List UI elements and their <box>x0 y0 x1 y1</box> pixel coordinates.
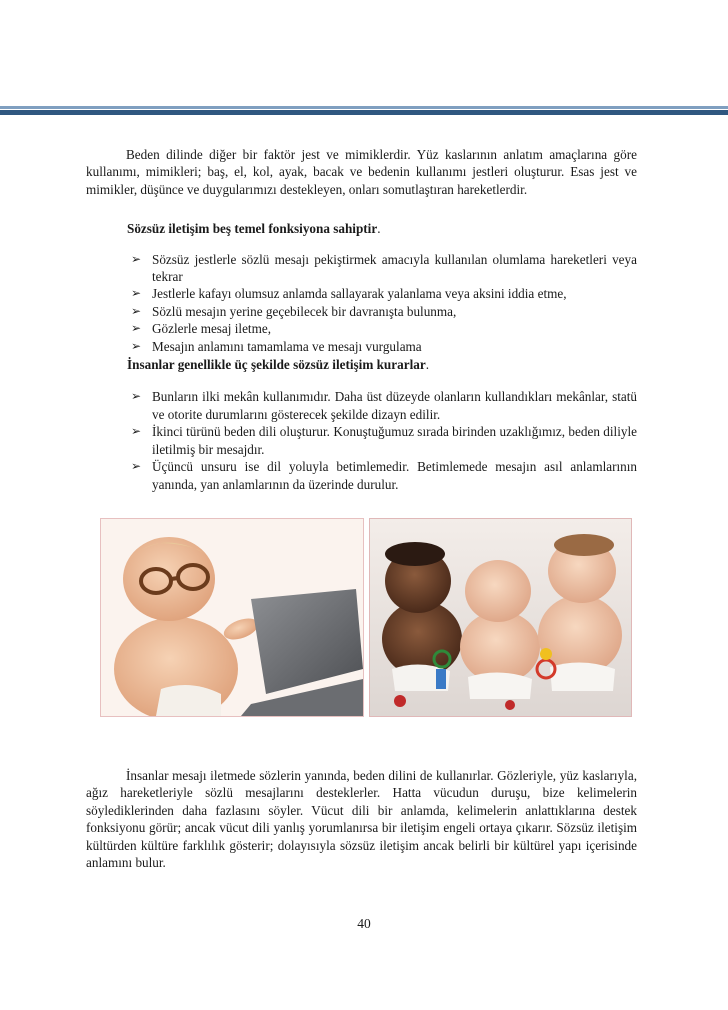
list-item <box>86 423 637 458</box>
arrow-bullet-icon: ➢ <box>131 303 142 318</box>
heading-three-ways-text: İnsanlar genellikle üç şekilde sözsüz iletişim kurarlar <box>127 357 426 373</box>
arrow-bullet-icon: ➢ <box>131 338 142 353</box>
list-item <box>86 251 637 286</box>
list-item-text: Bunların ilki mekân kullanımıdır. Daha üst düzeyde olanların kullandıkları mekânlar, statü ve otorite durumlarını gösterecek şekilde dizayn edilir. <box>152 389 637 422</box>
heading-functions-text: Sözsüz iletişim beş temel fonksiyona sahiptir <box>127 221 378 237</box>
arrow-bullet-icon: ➢ <box>131 286 142 301</box>
list-item <box>86 320 637 337</box>
arrow-bullet-icon: ➢ <box>131 321 142 336</box>
three-ways-list <box>86 388 637 492</box>
list-item-text: Jestlerle kafayı olumsuz anlamda sallayarak yalanlama veya aksini iddia etme, <box>152 286 567 302</box>
list-item-text: Gözlerle mesaj iletme, <box>152 321 272 337</box>
list-item-text: Üçüncü unsuru ise dil yoluyla betimlemedir. Betimlemede mesajın asıl anlamlarının yanında, yan anlamlarının da üzerinde durulur. <box>152 459 637 492</box>
arrow-bullet-icon: ➢ <box>131 459 142 474</box>
arrow-bullet-icon: ➢ <box>131 389 142 404</box>
heading-functions <box>127 220 637 237</box>
page-content <box>86 146 637 871</box>
list-item <box>86 303 637 320</box>
baby-laptop-photo <box>100 518 364 717</box>
list-item-text: Sözsüz jestlerle sözlü mesajı pekiştirmek amacıyla kullanılan olumlama hareketleri veya tekrar <box>152 251 637 285</box>
list-item <box>86 388 637 423</box>
list-item-text: Mesajın anlamını tamamlama ve mesajı vurgulama <box>152 338 422 354</box>
list-item <box>86 458 637 493</box>
heading-three-ways-period: . <box>425 357 429 373</box>
arrow-bullet-icon: ➢ <box>131 251 142 266</box>
page-number: 40 <box>357 916 371 931</box>
functions-list <box>86 251 637 355</box>
heading-three-ways <box>127 356 637 373</box>
photo-row <box>86 518 637 723</box>
heading-functions-period: . <box>377 221 381 237</box>
three-babies-photo <box>369 518 632 717</box>
arrow-bullet-icon: ➢ <box>131 424 142 439</box>
list-item-text: Sözlü mesajın yerine geçebilecek bir davranışta bulunma, <box>152 303 457 319</box>
paragraph-gestures: Beden dilinde diğer bir faktör jest ve mimiklerdir. Yüz kaslarının anlatım amaçlarına göre kullanımı, mimikleri; baş, el, kol, ayak, bacak ve bedenin kullanımı jestleri oluşturur. Esas jest ve mimikler, düşünce ve duygularımızı destekleyen, onları somutlaştıran hareketlerdir. <box>86 147 637 197</box>
paragraph-body-language: İnsanlar mesajı iletmede sözlerin yanında, beden dilini de kullanırlar. Gözleriyle, yüz kaslarıyla, ağız hareketleriyle sözlü mesajlarını desteklerler. Hatta vücudun duruşu, bize kelimelerin söylediklerinden daha fazlasını söyler. Vücut dili bir anlamda, kelimelerin anlattıklarına destek fonksiyonu görür; ancak vücut dili yanlış yorumlanırsa bir iletişim engeli ortaya çıkarır. Sözsüz iletişim kültürden kültüre farklılık gösterir; dolayısıyla sözsüz iletişim ancak belirli bir kültürel yapı içerisinde anlamını bulur. <box>86 767 637 870</box>
list-item <box>86 338 637 355</box>
header-rule <box>0 106 728 115</box>
list-item-text: İkinci türünü beden dili oluşturur. Konuştuğumuz sırada birinden uzaklığımız, beden diliyle iletilmiş bir mesajdır. <box>152 424 637 457</box>
list-item <box>86 285 637 302</box>
